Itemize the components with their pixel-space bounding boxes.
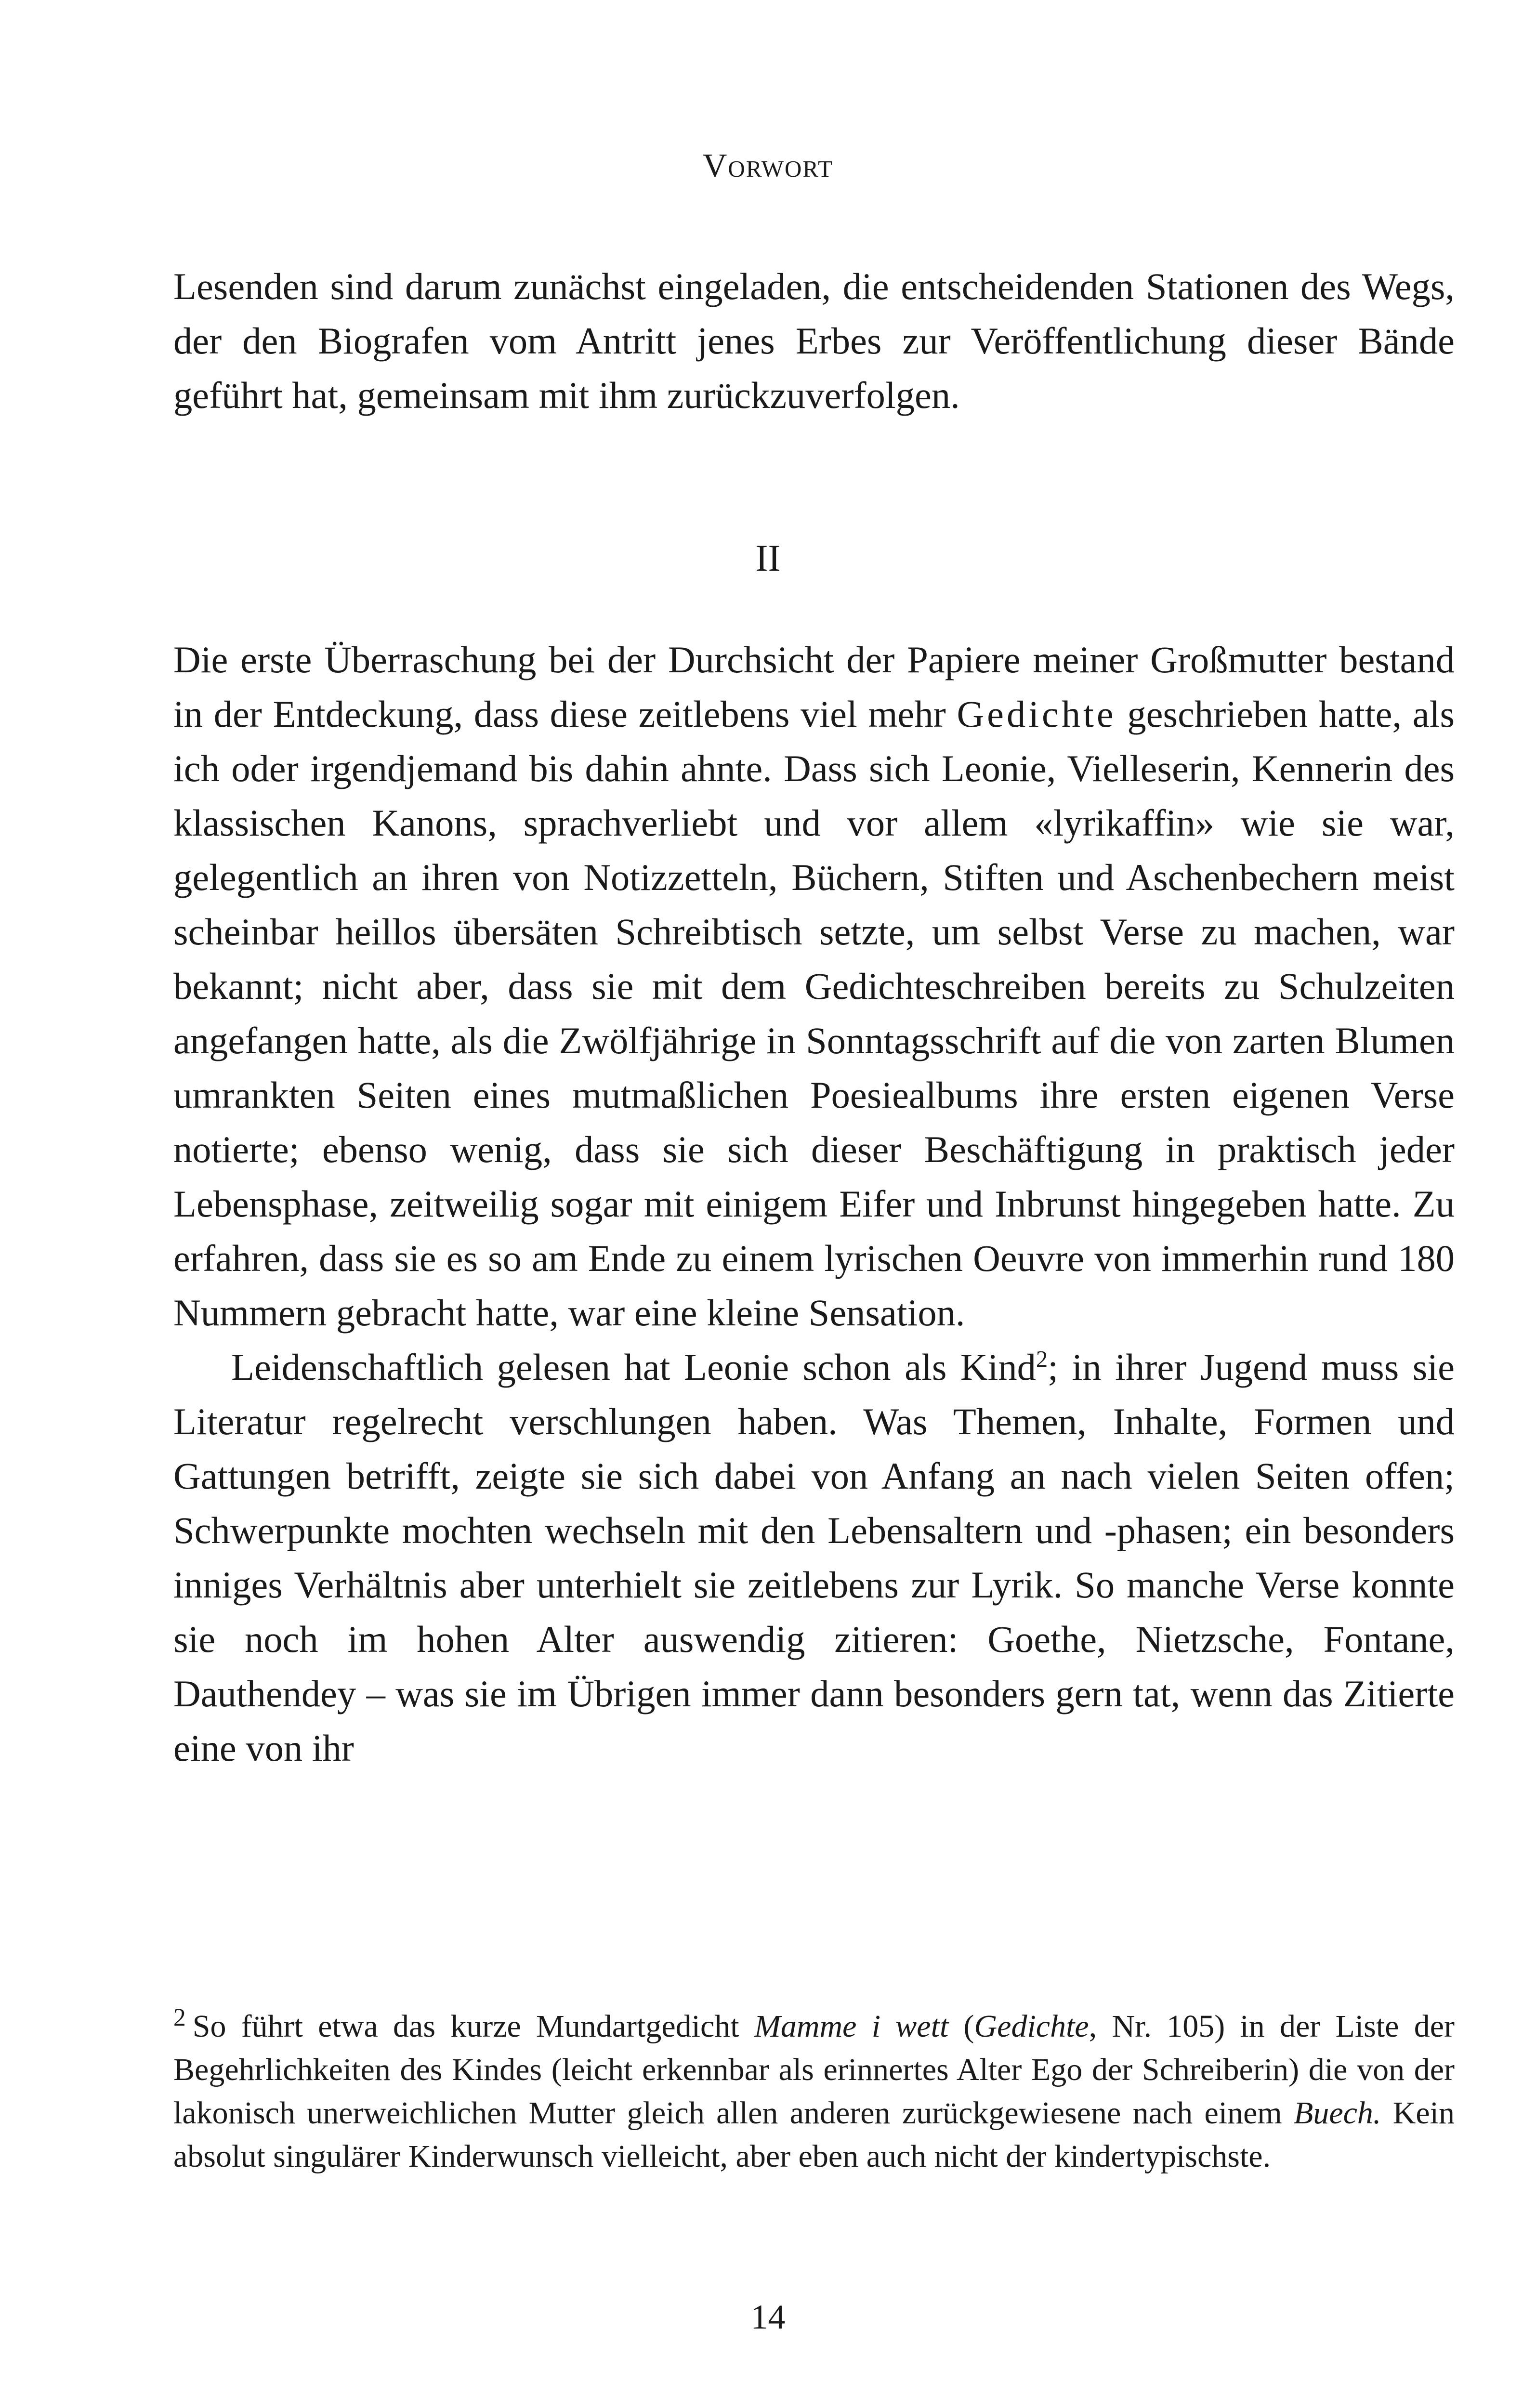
section-number: II xyxy=(755,537,781,579)
running-head: Vorwort xyxy=(702,147,834,184)
footnote-title-1: Mamme i wett xyxy=(754,2009,949,2044)
paragraph-2-text-start: Leidenschaftlich gelesen hat Leonie schon als Kind xyxy=(231,1346,1036,1388)
footnote xyxy=(173,2005,1455,2178)
footnote-text-3: , Nr. 105) in der Liste der Begehrlichkeiten des Kindes (leicht erkennbar als erinnertes Alter Ego der Schreiberin) die von der lakonisch unerweichlichen Mutter gleich allen anderen zurückgewiesene nach einem xyxy=(173,2009,1455,2131)
paragraph-1-text-start: Die erste Überraschung bei der Durchsicht der Papiere meiner Großmutter bestand in der Entdeckung, dass diese zeitlebens viel mehr xyxy=(173,639,1455,735)
body-paragraph-1 xyxy=(173,632,1455,1340)
paragraph-1-text-end: geschrieben hatte, als ich oder irgendjemand bis dahin ahnte. Dass sich Leonie, Vielleserin, Kennerin des klassischen Kanons, sprachverliebt und vor allem «lyrikaffin» wie sie war, gelegentlich an ihren von Notizzetteln, Büchern, Stiften und Aschenbechern meist scheinbar heillos übersäten Schreibtisch setzte, um selbst Verse zu machen, war bekannt; nicht aber, dass sie mit dem Gedichteschreiben bereits zu Schulzeiten angefangen hatte, als die Zwölfjährige in Sonntagsschrift auf die von zarten Blumen umrankten Seiten eines mutmaßlichen Poesiealbums ihre ersten eigenen Verse notierte; ebenso wenig, dass sie sich dieser Beschäftigung in praktisch jeder Lebensphase, zeitweilig sogar mit einigem Eifer und Inbrunst hingegeben hatte. Zu erfahren, dass sie es so am Ende zu einem lyrischen Oeuvre von immerhin rund 180 Nummern gebracht hatte, war eine kleine Sensation. xyxy=(173,693,1455,1334)
footnote-title-2: Gedichte xyxy=(974,2009,1089,2044)
footnote-text-4: Kein absolut singulärer Kinderwunsch vielleicht, aber eben auch nicht der kindertypischste. xyxy=(173,2095,1455,2174)
page-number: 14 xyxy=(750,2298,786,2336)
footnote-title-3: Buech. xyxy=(1294,2095,1381,2131)
paragraph-2-text-end: ; in ihrer Jugend muss sie Literatur regelrecht verschlungen haben. Was Themen, Inhalte, Formen und Gattungen betrifft, zeigte sie sich dabei von Anfang an nach vielen Seiten offen; Schwerpunkte mochten wechseln mit den Lebensaltern und -phasen; ein besonders inniges Verhältnis aber unterhielt sie zeitlebens zur Lyrik. So manche Verse konnte sie noch im hohen Alter auswendig zitieren: Goethe, Nietzsche, Fontane, Dauthendey – was sie im Übrigen immer dann besonders gern tat, wenn das Zitierte eine von ihr xyxy=(173,1346,1455,1769)
body-paragraph-2 xyxy=(173,1340,1455,1775)
opening-paragraph: Lesenden sind darum zunächst eingeladen, die entscheidenden Stationen des Wegs, der den Biografen vom Antritt jenes Erbes zur Veröffentlichung dieser Bände geführt hat, gemeinsam mit ihm zurückzuverfolgen. xyxy=(173,265,1455,416)
footnote-reference: 2 xyxy=(1036,1346,1048,1372)
footnote-text-2: ( xyxy=(948,2009,974,2044)
opening-text-block xyxy=(173,259,1455,422)
footnote-text-1: So führt etwa das kurze Mundartgedicht xyxy=(192,2009,754,2044)
section-text-block xyxy=(173,632,1455,1775)
emphasized-word: Gedichte xyxy=(957,693,1116,735)
footnote-number: 2 xyxy=(173,2004,186,2031)
